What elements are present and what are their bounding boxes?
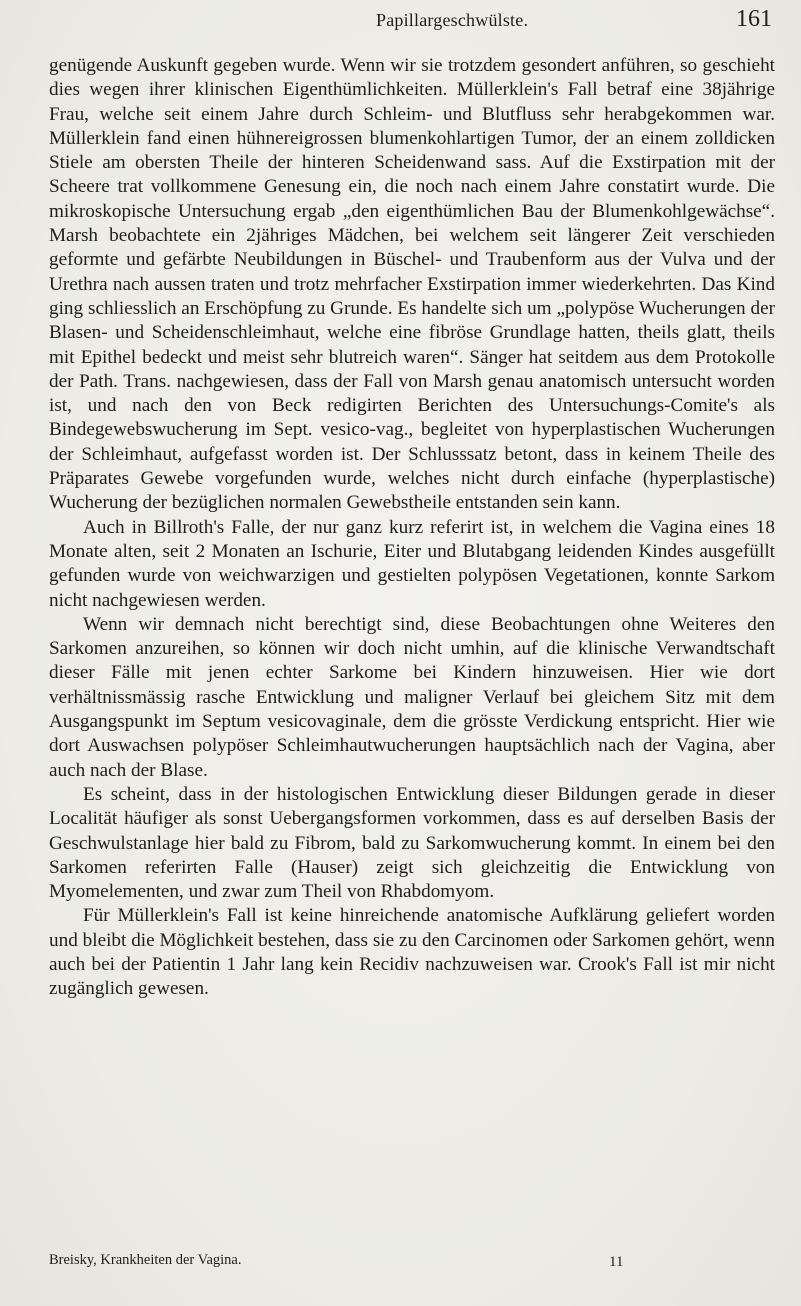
paragraph-2: Auch in Billroth's Falle, der nur ganz kurz referirt ist, in welchem die Vagina eines 18 Monate alten, seit 2 Monaten an Ischurie, Eiter und Blutabgang leidenden Kindes ausgefüllt gefunden wurde von weichwarzigen und gestielten polypösen Vegetationen, konnte Sarkom nicht nachgewiesen werden. (49, 516, 775, 611)
paragraph-4: Es scheint, dass in der histologischen Entwicklung dieser Bildungen gerade in dieser Localität häufiger als sonst Uebergangsformen vorkommen, dass es auf derselben Basis der Geschwulstanlage hier bald zu Fibrom, bald zu Sarkomwucherung kommt. In einem bei den Sarkomen referirten Falle (Hauser) zeigt sich gleichzeitig die Entwicklung von Myomelementen, und zwar zum Theil von Rhabdomyom. (49, 783, 775, 903)
paragraph-1: genügende Auskunft gegeben wurde. Wenn wir sie trotzdem gesondert anführen, so geschieht dies wegen ihrer klinischen Eigenthümlichkeiten. Müllerklein's Fall betraf eine 38jährige Frau, welche seit einem Jahre durch Schleim- und Blutfluss sehr herabgekommen war. Müllerklein fand einen hühnereigrossen blumenkohlartigen Tumor, der an einem zolldicken Stiele am obersten Theile der hinteren Scheidenwand sass. Auf die Exstirpation mit der Scheere trat vollkommene Genesung ein, die noch nach einem Jahre constatirt wurde. Die mikroskopische Untersuchung ergab „den eigenthümlichen Bau der Blumenkohlgewächse“. Marsh beobachtete ein 2jähriges Mädchen, bei welchem seit längerer Zeit verschieden geformte und gefärbte Neubildungen in Büschel- und Traubenform aus der Vulva und der Urethra nach aussen traten und trotz mehrfacher Exstirpation immer wiederkehrten. Das Kind ging schliesslich an Erschöpfung zu Grunde. Es handelte sich um „polypöse Wucherungen der Blasen- und Scheidenschleimhaut, welche eine fibröse Grundlage hatten, theils glatt, theils mit Epithel bedeckt und meist sehr blutreich waren“. Sänger hat seitdem aus dem Protokolle der Path. Trans. nachgewiesen, dass der Fall von Marsh genau anatomisch untersucht worden ist, und nach den von Beck redigirten Berichten des Untersuchungs-Comite's als Bindegewebswucherung im Sept. vesico-vag., begleitet von hyperplastischen Wucherungen der Schleimhaut, aufgefasst worden ist. Der Schlusssatz betont, dass in keinem Theile des Präparates Gewebe vorgefunden wurde, welches nicht durch einfache (hyperplastische) Wucherung der bezüglichen normalen Gewebstheile entstanden sein kann. (49, 55, 775, 514)
page-number: 161 (736, 6, 772, 32)
page-header (46, 0, 772, 46)
running-title: Papillargeschwülste. (376, 10, 529, 30)
footer-book-title: Breisky, Krankheiten der Vagina. (49, 1252, 242, 1268)
paragraph-3: Wenn wir demnach nicht berechtigt sind, diese Beobachtungen ohne Weiteres den Sarkomen anzureihen, so können wir doch nicht umhin, auf die klinische Verwandtschaft dieser Fälle mit jenen echter Sarkome bei Kindern hinzuweisen. Hier wie dort verhältnissmässig rasche Entwicklung und maligner Verlauf bei gleichem Sitz mit dem Ausgangspunkt im Septum vesicovaginale, dem die grösste Verdickung entspricht. Hier wie dort Auswachsen polypöser Schleimhautwucherungen hauptsächlich nach der Vagina, aber auch nach der Blase. (49, 613, 775, 781)
signature-mark: 11 (609, 1254, 624, 1270)
paragraph-5: Für Müllerklein's Fall ist keine hinreichende anatomische Aufklärung geliefert worden und bleibt die Möglichkeit bestehen, dass sie zu den Carcinomen oder Sarkomen gehört, wenn auch bei der Patientin 1 Jahr lang kein Recidiv nachzuweisen war. Crook's Fall ist mir nicht zugänglich gewesen. (49, 905, 775, 1000)
page-footer (49, 1252, 775, 1282)
body-text (49, 54, 775, 1002)
